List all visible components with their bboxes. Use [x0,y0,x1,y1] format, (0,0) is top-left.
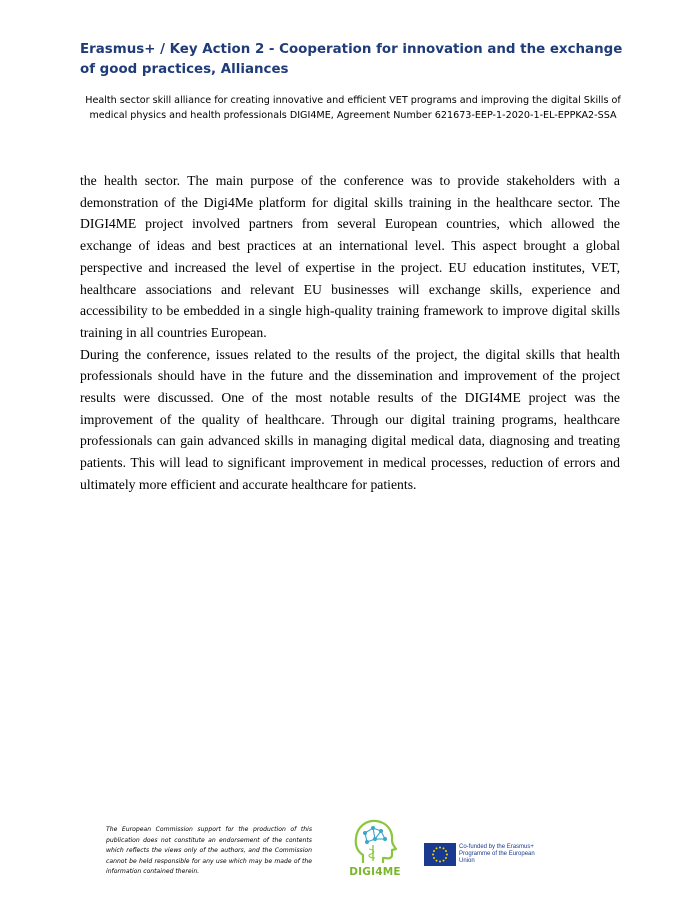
eu-flag-icon [424,843,456,866]
body-paragraph: the health sector. The main purpose of the conference was to provide stakeholders with a demonstration of the Digi4Me platform for digital skills training in the healthcare sector. The DIGI4ME project involved partners from several European countries, which allowed the exchange of ideas and best practices at an international level. This aspect brought a global perspective and increased the level of expertise in the project. EU education institutes, VET, healthcare associations and relevant EU businesses will exchange skills, experience and accessibility to be embedded in a single high-quality training framework to improve digital skills training in all countries European. [80,173,620,340]
digi4me-logo [345,815,405,881]
digi4me-logo-text: DIGI4ME [349,866,401,878]
body-paragraph: During the conference, issues related to the results of the project, the digital skills that health professionals should have in the future and the dissemination and improvement of the project results were discussed. One of the most notable results of the DIGI4ME project was the improvement of the quality of healthcare. Through our digital training programs, healthcare professionals can gain advanced skills in managing digital medical data, diagnosing and treating patients. This will lead to significant improvement in medical processes, reduction of errors and ultimately more efficient and accurate healthcare for patients. [80,346,620,492]
head-silhouette-icon [345,815,405,867]
footer-disclaimer: The European Commission support for the production of this publication does not constitute an endorsement of the contents which reflects the views only of the authors, and the Commission cannot be held responsible for any use which may be made of the information contained therein. [106,826,312,875]
page-header-title: Erasmus+ / Key Action 2 - Cooperation for innovation and the exchange of good practices, Alliances [80,42,623,77]
eu-cofunded-text: Co-funded by the Erasmus+ Programme of the European Union [459,844,535,865]
page-header-subtitle: Health sector skill alliance for creating innovative and efficient VET programs and improving the digital Skills of medical physics and health professionals DIGI4ME, Agreement Number 621673-EEP-1-2020-1-EL-EPPKA2-SSA [85,95,621,121]
body-text [80,170,620,496]
